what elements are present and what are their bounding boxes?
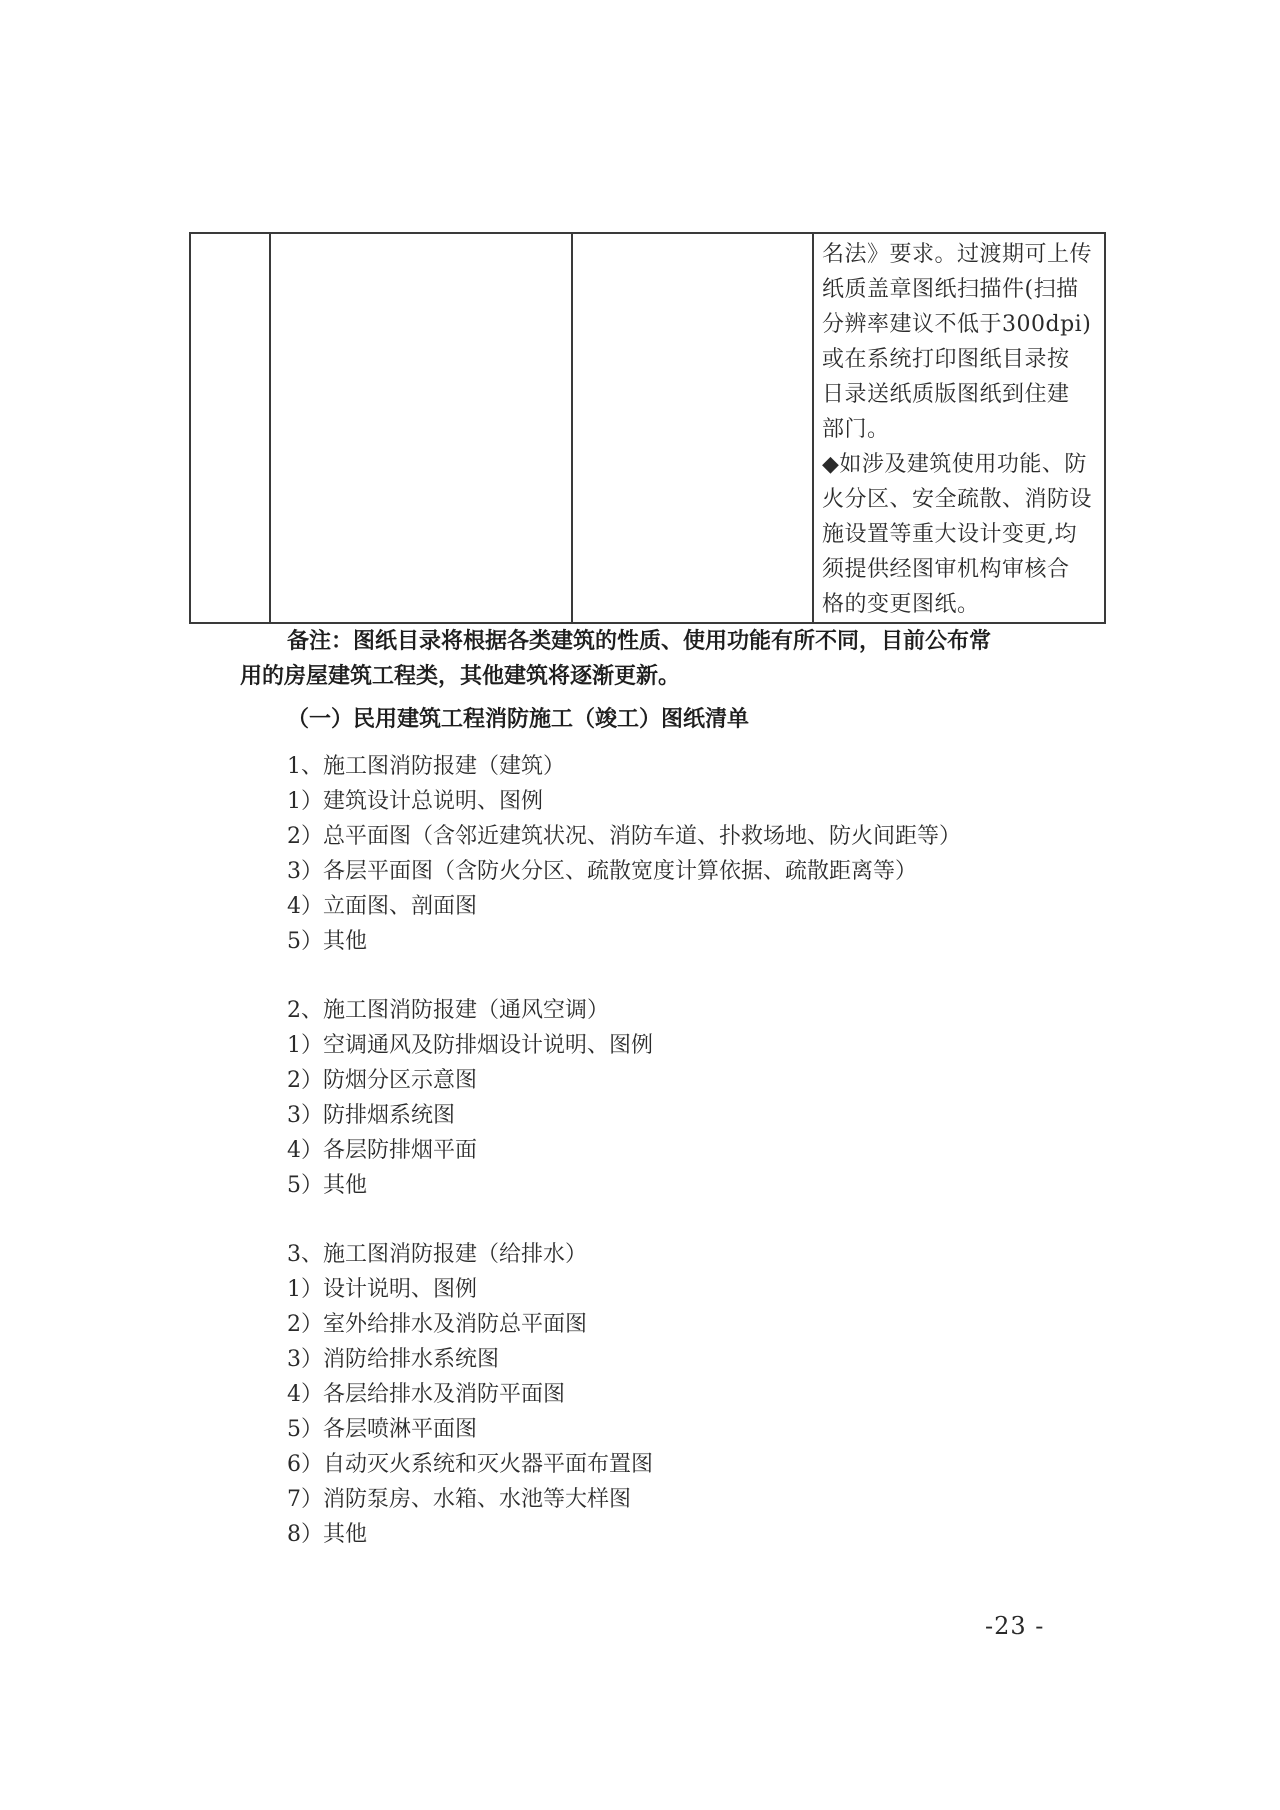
- remarks-line: 火分区、安全疏散、消防设: [822, 487, 1093, 512]
- list-item: 1）空调通风及防排烟设计说明、图例: [287, 1033, 653, 1058]
- list-item: 3）各层平面图（含防火分区、疏散宽度计算依据、疏散距离等）: [287, 859, 917, 884]
- list-heading: 1、施工图消防报建（建筑）: [287, 754, 565, 779]
- list-item: 2）总平面图（含邻近建筑状况、消防车道、扑救场地、防火间距等）: [287, 824, 961, 849]
- list-item: 5）各层喷淋平面图: [287, 1417, 477, 1442]
- requirements-table: [189, 232, 1106, 624]
- list-item: 2）防烟分区示意图: [287, 1068, 477, 1093]
- list-item: 3）消防给排水系统图: [287, 1347, 499, 1372]
- note-line: 备注：图纸目录将根据各类建筑的性质、使用功能有所不同，目前公布常: [287, 629, 992, 654]
- list-heading: 2、施工图消防报建（通风空调）: [287, 998, 609, 1023]
- table-cell-format: [572, 233, 813, 623]
- drawing-list-architecture: [287, 749, 961, 959]
- list-heading: 3、施工图消防报建（给排水）: [287, 1242, 587, 1267]
- drawing-list-hvac: [287, 993, 653, 1203]
- list-item: 6）自动灭火系统和灭火器平面布置图: [287, 1452, 653, 1477]
- remarks-line: 须提供经图审机构审核合: [822, 557, 1070, 582]
- list-item: 7）消防泵房、水箱、水池等大样图: [287, 1487, 631, 1512]
- list-item: 5）其他: [287, 1173, 367, 1198]
- note-paragraph: [240, 624, 1070, 694]
- remarks-line: ◆如涉及建筑使用功能、防: [822, 452, 1087, 477]
- remarks-line: 或在系统打印图纸目录按: [822, 347, 1070, 372]
- list-item: 2）室外给排水及消防总平面图: [287, 1312, 587, 1337]
- remarks-line: 日录送纸质版图纸到住建: [822, 382, 1070, 407]
- remarks-line: 分辨率建议不低于300dpi): [822, 312, 1092, 337]
- remarks-line: 施设置等重大设计变更,均: [822, 522, 1077, 547]
- remarks-line: 纸质盖章图纸扫描件(扫描: [822, 277, 1079, 302]
- note-line: 用的房屋建筑工程类，其他建筑将逐渐更新。: [240, 664, 681, 689]
- remarks-line: 部门。: [822, 417, 890, 442]
- drawing-list-plumbing: [287, 1237, 653, 1552]
- list-item: 1）设计说明、图例: [287, 1277, 477, 1302]
- remarks-line: 名法》要求。过渡期可上传: [822, 242, 1093, 267]
- remarks-line: 格的变更图纸。: [822, 592, 980, 617]
- table-cell-item: [270, 233, 572, 623]
- table-cell-index: [190, 233, 270, 623]
- list-item: 5）其他: [287, 929, 367, 954]
- table-cell-remarks: [813, 233, 1105, 623]
- remarks-text: [814, 234, 1104, 622]
- list-item: 1）建筑设计总说明、图例: [287, 789, 543, 814]
- section-title: （一）民用建筑工程消防施工（竣工）图纸清单: [287, 707, 750, 732]
- list-item: 3）防排烟系统图: [287, 1103, 455, 1128]
- page-number: -23 -: [985, 1612, 1045, 1640]
- list-item: 8）其他: [287, 1522, 367, 1547]
- list-item: 4）各层防排烟平面: [287, 1138, 477, 1163]
- list-item: 4）各层给排水及消防平面图: [287, 1382, 565, 1407]
- table-row: [190, 233, 1105, 623]
- list-item: 4）立面图、剖面图: [287, 894, 477, 919]
